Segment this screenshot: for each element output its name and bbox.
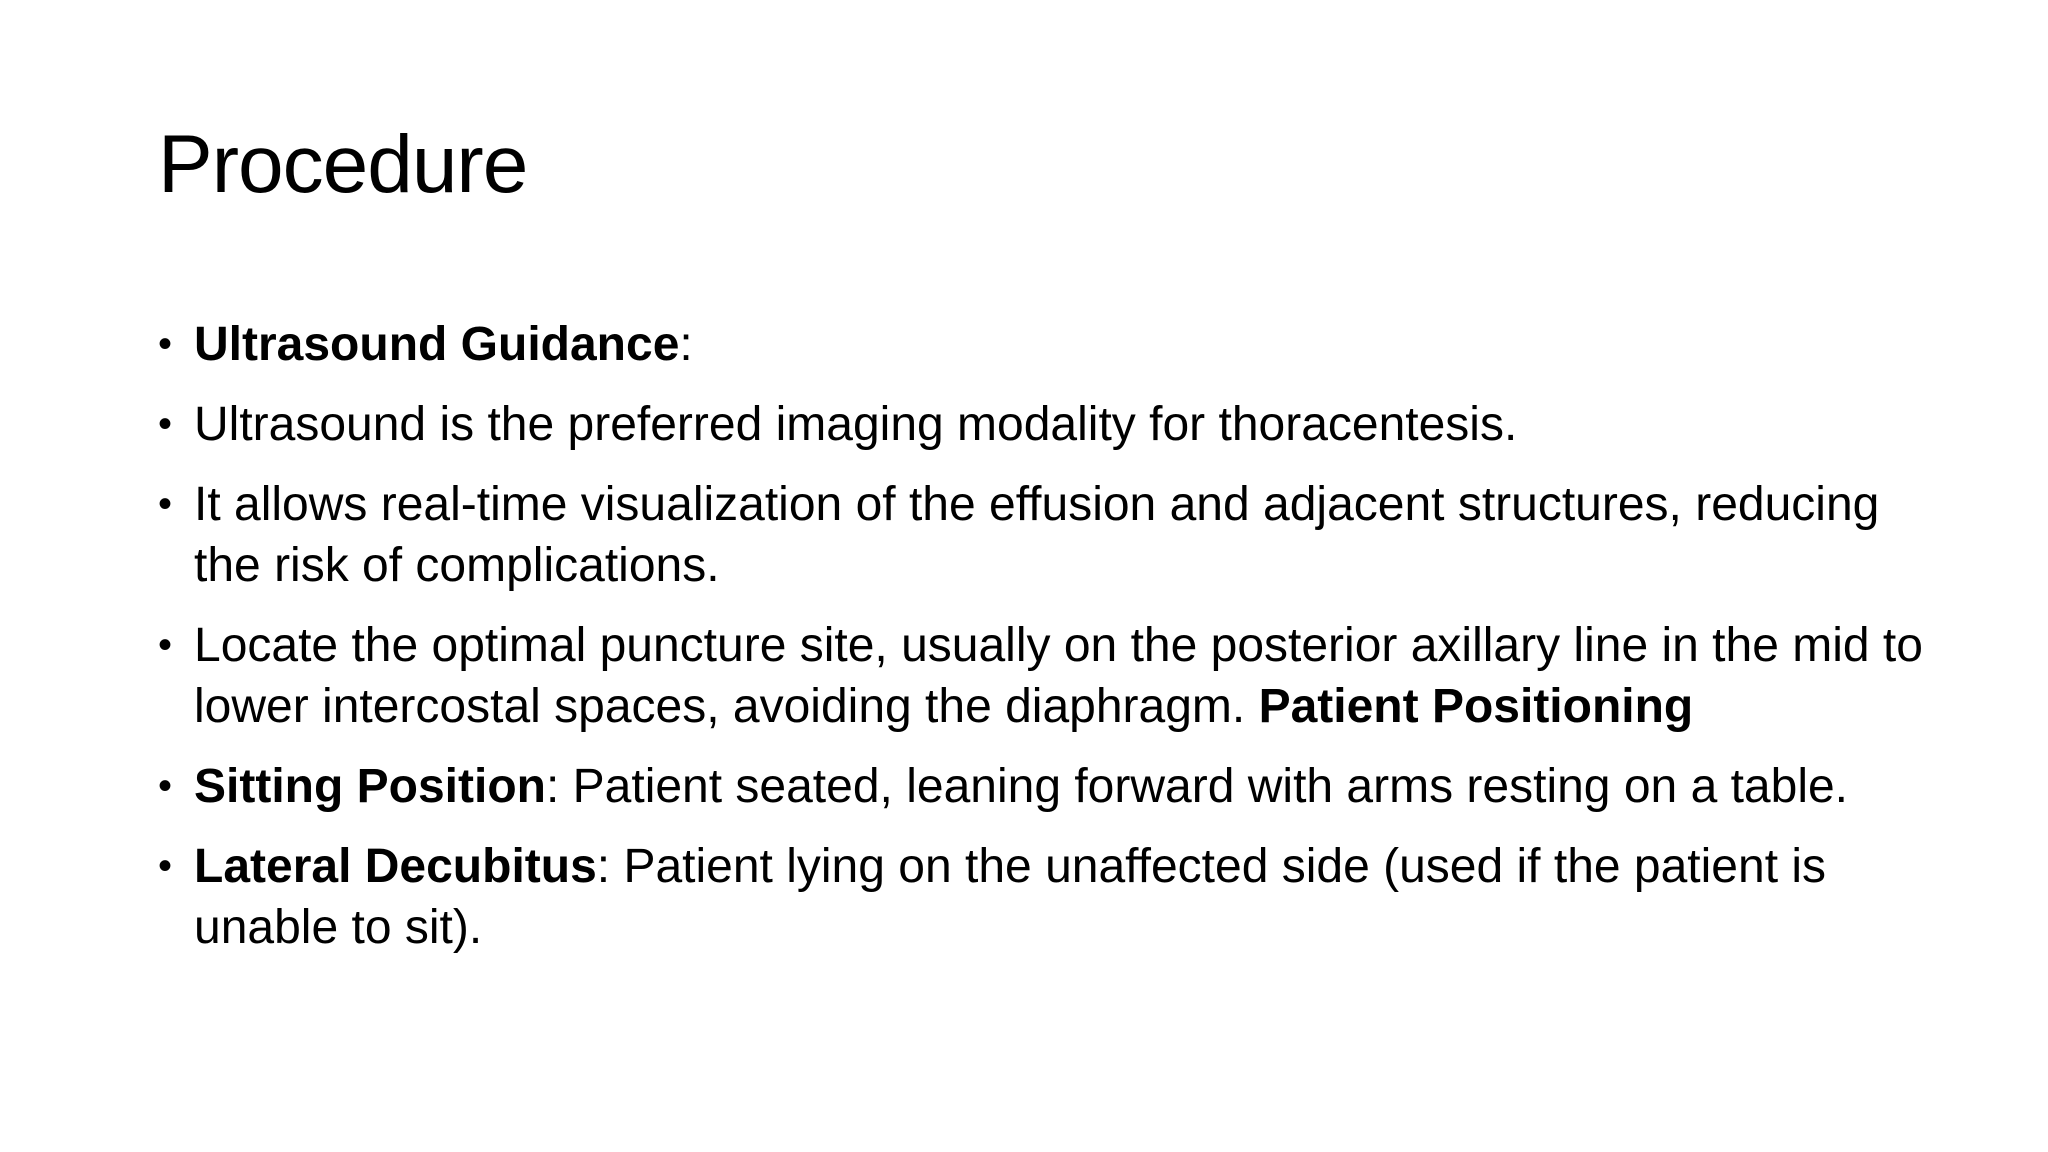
bullet-icon: • [158,482,173,526]
bullet-icon: • [158,402,173,446]
bullet-item-sitting-position [158,756,1928,817]
bullet-item-ultrasound-guidance [158,314,1928,375]
bullet-icon: • [158,322,173,366]
bullet-item-lateral-decubitus [158,836,1928,958]
bullet-icon: • [158,844,173,888]
slide-title: Procedure [158,119,528,210]
bullet-heading: Sitting Position [194,760,546,813]
bullet-text: Locate the optimal puncture site, usually on the posterior axillary line in the mid to lower intercostal spaces, avoiding the diaphragm. [194,619,1923,733]
bullet-icon: • [158,764,173,808]
bullet-text: Ultrasound is the preferred imaging modality for thoracentesis. [194,398,1518,451]
bullet-text: : Patient seated, leaning forward with arms resting on a table. [545,760,1849,813]
bullet-text: : Patient lying on the unaffected side (used if the patient is unable to sit). [194,840,1827,954]
bullet-item-preferred-modality [158,394,1928,455]
bullet-heading: Lateral Decubitus [194,840,597,893]
bullet-list [158,314,1928,977]
bullet-heading: Patient Positioning [1258,680,1694,733]
bullet-icon: • [158,623,173,667]
bullet-item-puncture-site [158,615,1928,737]
bullet-text: : [679,318,693,371]
bullet-text: It allows real-time visualization of the effusion and adjacent structures, reducing the risk of complications. [194,478,1880,592]
bullet-item-real-time-visualization [158,474,1928,596]
bullet-heading: Ultrasound Guidance [194,318,680,371]
